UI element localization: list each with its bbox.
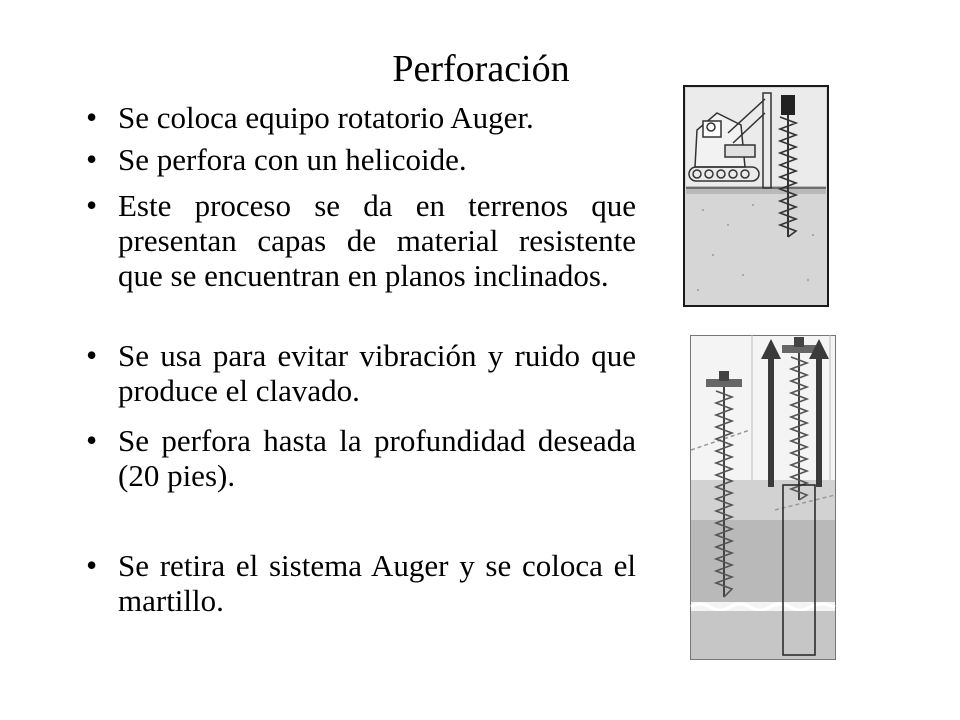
auger-withdrawal-illustration: [690, 335, 836, 660]
bullet-item: [80, 188, 636, 293]
soil-layer-middle: [691, 520, 835, 602]
auger-drilling-rig-illustration: [683, 85, 829, 307]
bullet-marker: •: [86, 337, 98, 373]
bullet-item: [80, 100, 636, 135]
bullet-text: Se perfora con un helicoide.: [118, 142, 467, 177]
bullet-text: Se retira el sistema Auger y se coloca el martillo.: [118, 548, 636, 618]
bullet-item: [80, 548, 636, 618]
bullet-marker: •: [86, 99, 98, 135]
ground-surface: [686, 186, 826, 194]
soil-layer-upper: [691, 480, 835, 520]
bullet-item: [80, 142, 636, 177]
bullet-marker: •: [86, 547, 98, 583]
slide-title: Perforación: [392, 48, 570, 90]
bullet-item: [80, 423, 636, 493]
bullet-text: Se coloca equipo rotatorio Auger.: [118, 100, 534, 135]
soil-layer-lower: [691, 611, 835, 659]
bullet-marker: •: [86, 141, 98, 177]
machine-label-plate: [725, 145, 755, 157]
bullet-marker: •: [86, 422, 98, 458]
drill-head: [781, 95, 795, 115]
bullet-text: Se perfora hasta la profundidad deseada (20 pies).: [118, 423, 636, 493]
bullet-item: [80, 338, 636, 408]
bullet-text: Se usa para evitar vibración y ruido que produce el clavado.: [118, 338, 636, 408]
bullet-marker: •: [86, 187, 98, 223]
bullet-text: Este proceso se da en terrenos que presentan capas de material resistente que se encuentran en planos inclinados.: [118, 188, 636, 293]
